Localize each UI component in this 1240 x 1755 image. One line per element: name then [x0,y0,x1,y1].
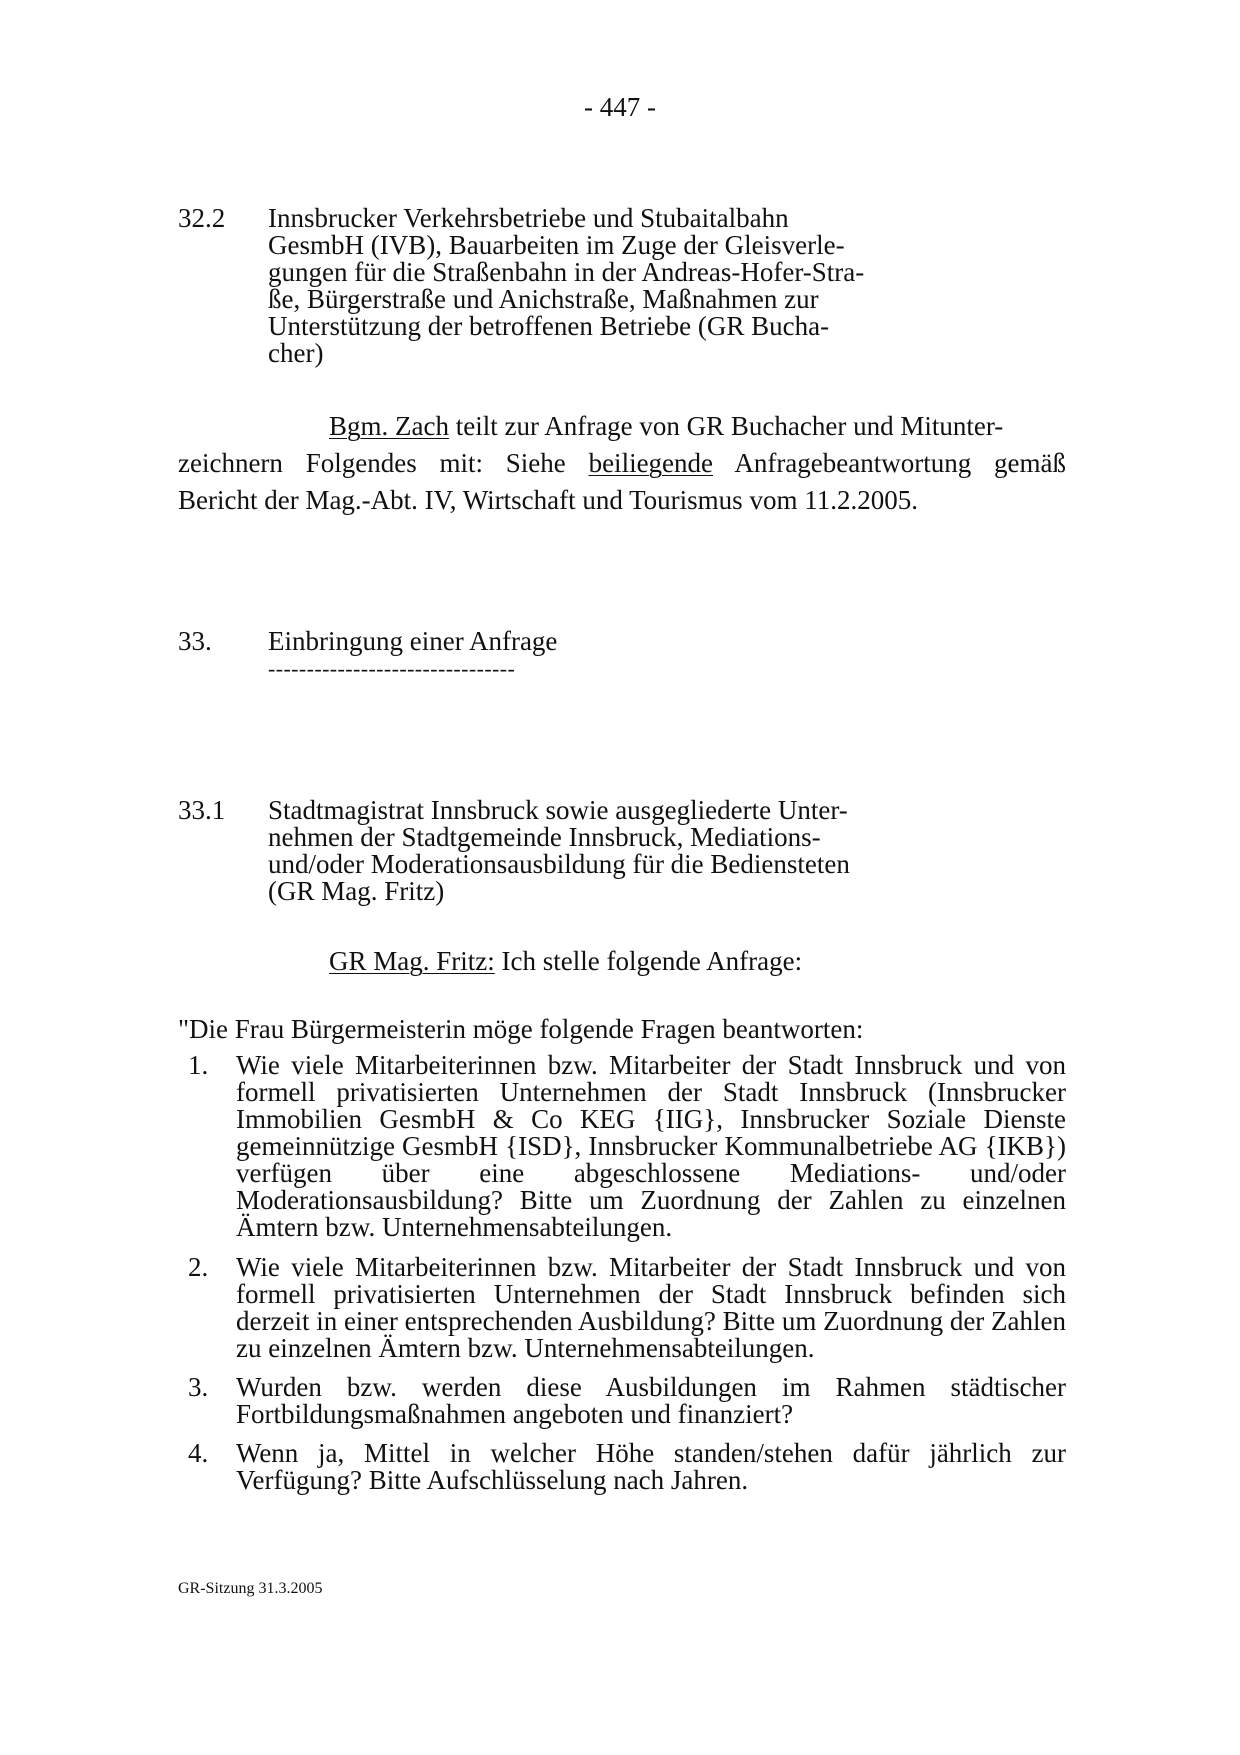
question-intro: "Die Frau Bürgermeisterin möge folgende Fragen beantworten: [178,1014,864,1044]
list-item-number: 1. [188,1050,209,1080]
list-item-text: Wenn ja, Mittel in welcher Höhe standen/stehen dafür jährlich zur Verfügung? Bitte Aufschlüsselung nach Jahren. [236,1438,1066,1495]
page-footer: GR-Sitzung 31.3.2005 [178,1580,323,1597]
list-item-text: Wurden bzw. werden diese Ausbildungen im Rahmen städtischer Fortbildungsmaßnahmen angeboten und finanziert? [236,1372,1066,1429]
section-number: 32.2 [178,203,226,233]
section-title: Innsbrucker Verkehrsbetriebe und Stubaitalbahn GesmbH (IVB), Bauarbeiten im Zuge der Gleisverle- gungen für die Straßenbahn in der Andreas-Hofer-Stra- ße, Bürgerstraße und Anichstraße, Maßnahmen zur Unterstützung der betroffenen Betriebe (GR Bucha- cher) [268,203,865,368]
paragraph-line-2: zeichnern Folgendes mit: Siehe beiliegende Anfragebeantwortung gemäß [178,448,1066,478]
list-item-number: 4. [188,1438,209,1468]
attachment-reference: beiliegende [588,448,714,478]
speaker-text: Ich stelle folgende Anfrage: [494,946,803,976]
speaker-name: GR Mag. Fritz: [329,946,495,976]
paragraph-line-3: Bericht der Mag.-Abt. IV, Wirtschaft und Tourismus vom 11.2.2005. [178,485,918,515]
section-title: Stadtmagistrat Innsbruck sowie ausgegliederte Unter- nehmen der Stadtgemeinde Innsbruck, Mediations- und/oder Moderationsausbildung für die Bediensteten (GR Mag. Fritz) [268,795,850,906]
section-underline-dashes: -------------------------------- [268,656,516,681]
section-number: 33.1 [178,795,226,825]
speaker-name: Bgm. Zach [329,411,449,441]
section-title: Einbringung einer Anfrage [268,626,558,656]
section-number: 33. [178,626,212,656]
paragraph-line-1 [329,408,1003,445]
page-number: - 447 - [584,92,656,122]
paragraph-text: teilt zur Anfrage von GR Buchacher und Mitunter- [448,411,1004,441]
list-item-text: Wie viele Mitarbeiterinnen bzw. Mitarbeiter der Stadt Innsbruck und von formell privatisierten Unternehmen der Stadt Innsbruck (Innsbrucker Immobilien GesmbH & Co KEG {IIG}, Innsbrucker Soziale Dienste gemeinnützige GesmbH {ISD}, Innsbrucker Kommunalbetriebe AG {IKB}) verfügen über eine abgeschlossene Mediations- und/oder Moderationsausbildung? Bitte um Zuordnung der Zahlen zu einzelnen Ämtern bzw. Unternehmensabteilungen. [236,1050,1066,1242]
list-item-number: 3. [188,1372,209,1402]
list-item-text: Wie viele Mitarbeiterinnen bzw. Mitarbeiter der Stadt Innsbruck und von formell privatisierten Unternehmen der Stadt Innsbruck befinden sich derzeit in einer entsprechenden Ausbildung? Bitte um Zuordnung der Zahlen zu einzelnen Ämtern bzw. Unternehmensabteilungen. [236,1252,1066,1363]
speaker-line [329,943,802,980]
list-item-number: 2. [188,1252,209,1282]
